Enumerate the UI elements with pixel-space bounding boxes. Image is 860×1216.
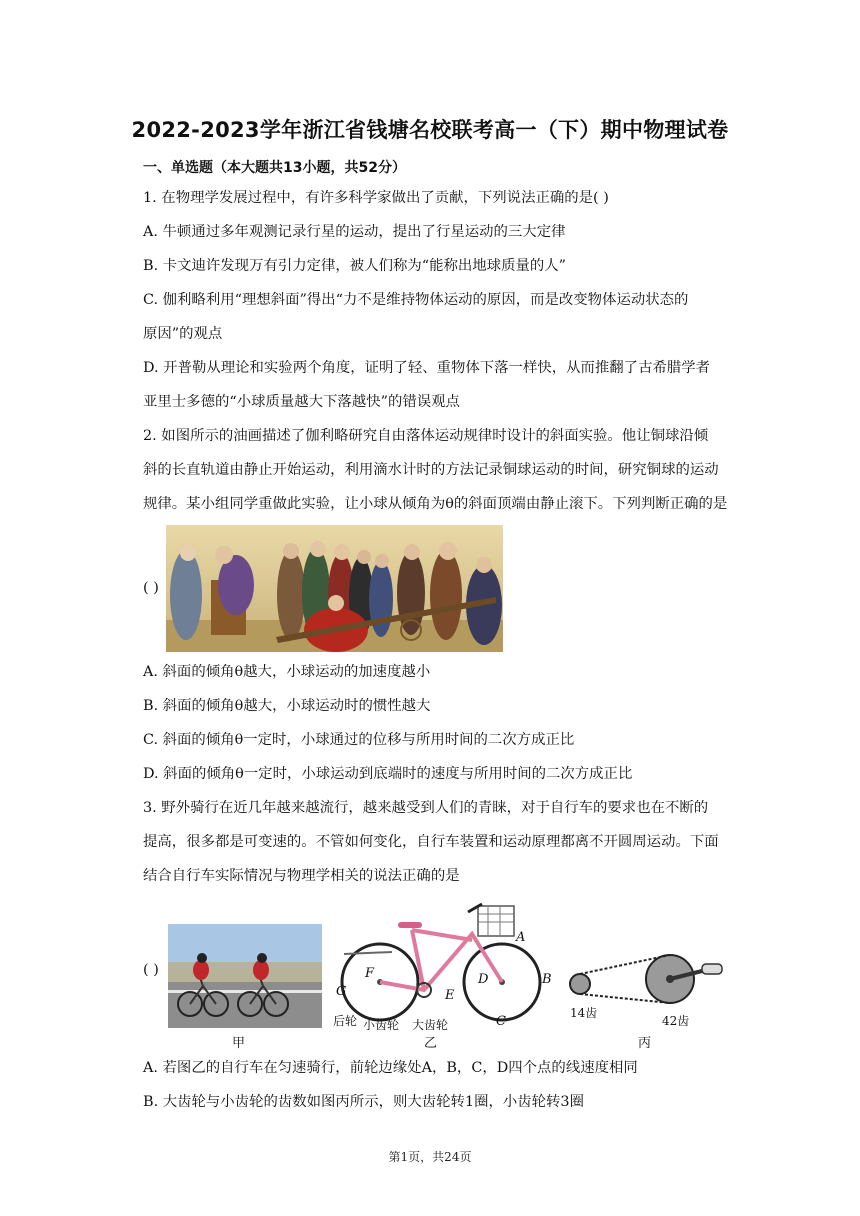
q2-answer-paren: ( ) <box>143 580 159 596</box>
q3-option-b: B. 大齿轮与小齿轮的齿数如图丙所示，则大齿轮转1圈，小齿轮转3圈 <box>143 1094 584 1110</box>
fig-label-yi: 乙 <box>424 1036 438 1051</box>
q3-stem-line3: 结合自行车实际情况与物理学相关的说法正确的是 <box>143 868 460 884</box>
q2-option-d: D. 斜面的倾角θ一定时，小球运动到底端时的速度与所用时间的二次方成正比 <box>143 766 633 782</box>
bicycle-diagram <box>332 894 554 1036</box>
q3-option-a: A. 若图乙的自行车在匀速骑行，前轮边缘处A，B，C，D四个点的线速度相同 <box>143 1060 638 1076</box>
bike-label-big-gear: 大齿轮 <box>412 1018 449 1032</box>
galileo-painting-image <box>166 525 503 652</box>
section-heading: 一、单选题（本大题共13小题，共52分） <box>143 160 406 176</box>
q3-answer-paren: ( ) <box>143 962 159 978</box>
q2-option-b: B. 斜面的倾角θ越大，小球运动时的惯性越大 <box>143 698 431 714</box>
bike-label-c: C <box>496 1014 506 1029</box>
bike-label-small-gear: 小齿轮 <box>363 1018 400 1032</box>
bike-label-rear-wheel: 后轮 <box>333 1014 358 1028</box>
bike-label-e: E <box>445 988 455 1003</box>
fig-label-jia: 甲 <box>232 1036 246 1051</box>
bike-label-d: D <box>478 972 489 987</box>
q1-option-a: A. 牛顿通过多年观测记录行星的运动，提出了行星运动的三大定律 <box>143 224 566 240</box>
q1-option-c-cont: 原因”的观点 <box>143 326 223 342</box>
q2-stem-line1: 2. 如图所示的油画描述了伽利略研究自由落体运动规律时设计的斜面实验。他让铜球沿倾 <box>143 428 709 444</box>
bike-label-a: A <box>516 930 526 945</box>
bike-label-f: F <box>365 966 375 981</box>
q2-stem-line2: 斜的长直轨道由静止开始运动，利用滴水计时的方法记录铜球运动的时间，研究铜球的运动 <box>143 462 719 478</box>
fig-label-bing: 丙 <box>638 1036 652 1051</box>
q2-option-c: C. 斜面的倾角θ一定时，小球通过的位移与所用时间的二次方成正比 <box>143 732 575 748</box>
bike-label-g: G <box>336 984 347 999</box>
page-title: 2022-2023学年浙江省钱塘名校联考高一（下）期中物理试卷 <box>131 118 729 142</box>
bike-label-b: B <box>542 972 552 987</box>
q1-option-c: C. 伽利略利用“理想斜面”得出“力不是维持物体运动的原因，而是改变物体运动状态的 <box>143 292 689 308</box>
q3-stem-line1: 3. 野外骑行在近几年越来越流行，越来越受到人们的青睐，对于自行车的要求也在不断的 <box>143 800 709 816</box>
gear-label-14: 14齿 <box>570 1006 598 1020</box>
gear-label-42: 42齿 <box>662 1014 690 1028</box>
q1-stem: 1. 在物理学发展过程中，有许多科学家做出了贡献，下列说法正确的是( ) <box>143 190 609 206</box>
q1-option-d: D. 开普勒从理论和实验两个角度，证明了轻、重物体下落一样快，从而推翻了古希腊学者 <box>143 360 711 376</box>
q1-option-d-cont: 亚里士多德的“小球质量越大下落越快”的错误观点 <box>143 394 460 410</box>
cyclists-photo-image <box>168 924 322 1028</box>
q3-stem-line2: 提高，很多都是可变速的。不管如何变化，自行车装置和运动原理都离不开圆周运动。下面 <box>143 834 719 850</box>
q1-option-b: B. 卡文迪许发现万有引力定律，被人们称为“能称出地球质量的人” <box>143 258 566 274</box>
q2-stem-line3: 规律。某小组同学重做此实验，让小球从倾角为θ的斜面顶端由静止滚下。下列判断正确的是 <box>143 496 728 512</box>
page-footer: 第1页，共24页 <box>388 1150 472 1164</box>
q2-option-a: A. 斜面的倾角θ越大，小球运动的加速度越小 <box>143 664 431 680</box>
